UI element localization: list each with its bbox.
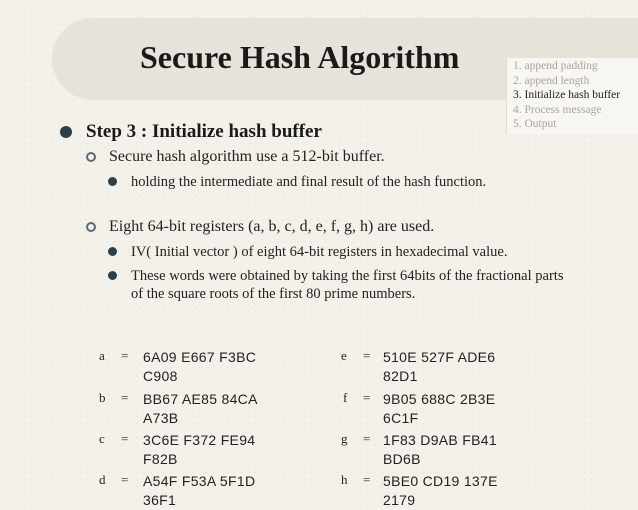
sub-bullet-holding-text: holding the intermediate and final result of the hash function. — [131, 174, 487, 190]
sub-bullet-iv-text: IV( Initial vector ) of eight 64-bit registers in hexadecimal value. — [131, 244, 508, 260]
register-name: e — [341, 348, 347, 363]
bullet-buffer — [86, 148, 385, 166]
bullet-icon — [60, 126, 72, 138]
sub-bullet-iv — [108, 243, 507, 261]
register-name: f — [343, 390, 348, 405]
register-value: 1F83 D9AB FB41 BD6B — [383, 432, 497, 467]
bullet-icon — [108, 177, 117, 186]
bullet-icon — [108, 247, 117, 256]
bullet-registers — [86, 218, 434, 236]
equals-sign: = — [363, 390, 371, 405]
step-item-1: 1. append padding — [513, 60, 598, 72]
ring-bullet-icon — [86, 222, 96, 232]
step-list — [506, 58, 638, 134]
bullet-registers-text: Eight 64-bit registers (a, b, c, d, e, f, g, h) are used. — [109, 218, 435, 235]
register-name: a — [99, 348, 105, 363]
equals-sign: = — [121, 431, 129, 446]
register-value: 510E 527F ADE6 82D1 — [383, 349, 496, 384]
bullet-buffer-text: Secure hash algorithm use a 512-bit buffer. — [109, 148, 385, 165]
equals-sign: = — [363, 431, 371, 446]
ring-bullet-icon — [86, 152, 96, 162]
sub-bullet-holding — [108, 173, 486, 191]
step-item-2: 2. append length — [513, 74, 590, 87]
sub-bullet-words-text: These words were obtained by taking the first 64bits of the fractional parts of the square roots of the first 80 prime numbers. — [131, 268, 564, 302]
register-name: h — [341, 472, 348, 487]
register-value: A54F F53A 5F1D 36F1 — [143, 473, 256, 508]
register-name: b — [99, 390, 106, 405]
register-name: d — [99, 472, 106, 487]
step-item-3-current: 3. Initialize hash buffer — [513, 89, 621, 101]
register-value: 6A09 E667 F3BC C908 — [143, 349, 257, 384]
equals-sign: = — [121, 390, 129, 405]
register-name: g — [341, 431, 348, 446]
slide-title: Secure Hash Algorithm — [140, 39, 460, 75]
register-value: 9B05 688C 2B3E 6C1F — [383, 391, 496, 426]
heading-text: Step 3 : Initialize hash buffer — [86, 121, 322, 142]
sub-bullet-words — [108, 267, 568, 303]
equals-sign: = — [121, 472, 129, 487]
bullet-icon — [108, 271, 117, 280]
register-name: c — [99, 431, 105, 446]
step-item-5: 5. Output — [513, 118, 557, 130]
step-heading — [60, 121, 322, 143]
equals-sign: = — [363, 472, 371, 487]
step-item-4: 4. Process message — [513, 103, 602, 116]
register-value: 5BE0 CD19 137E 2179 — [383, 473, 498, 508]
register-value: 3C6E F372 FE94 F82B — [143, 432, 256, 467]
register-value: BB67 AE85 84CA A73B — [143, 391, 257, 426]
equals-sign: = — [363, 348, 371, 363]
equals-sign: = — [121, 348, 129, 363]
